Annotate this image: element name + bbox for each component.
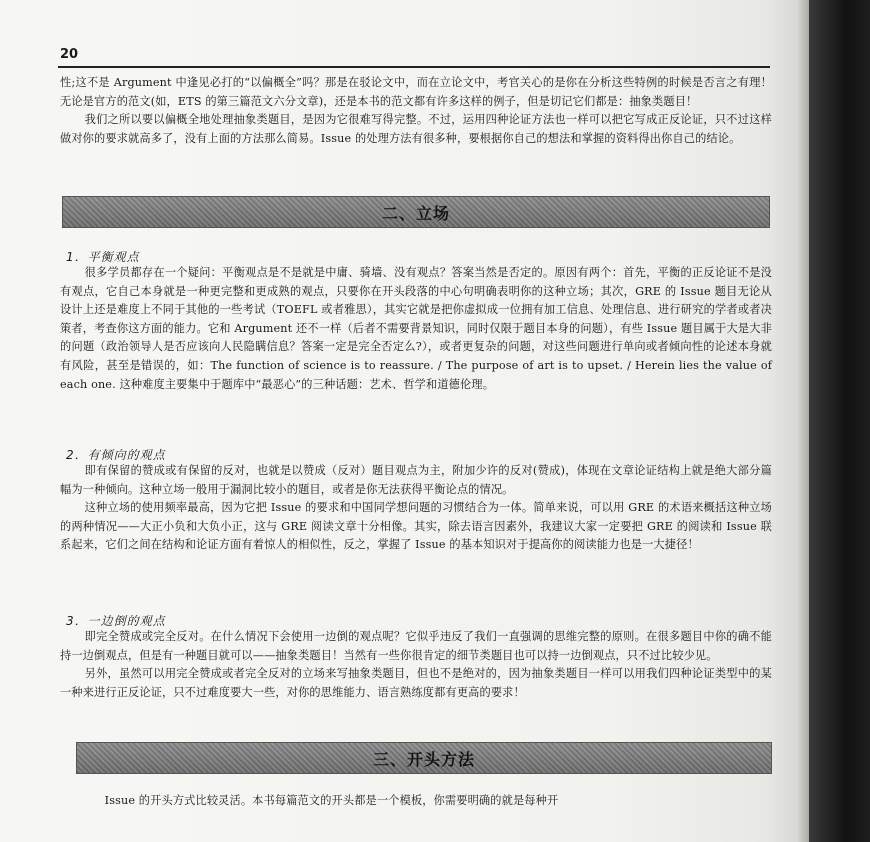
subsection-body <box>60 264 772 394</box>
intro-paragraph: 性;这不是 Argument 中逢见必打的“以偏概全”吗？那是在驳论文中，而在立论文中，考官关心的是你在分析这些特例的时候是否言之有理！无论是官方的范文(如，ETS 的第三篇范文六分文章)，还是本书的范文都有许多这样的例子，但是切记它们都是：抽象类题目！ <box>60 76 772 108</box>
body-paragraph: 另外，虽然可以用完全赞成或者完全反对的立场来写抽象类题目，但也不是绝对的，因为抽象类题目一样可以用我们四种论证类型中的某一种来进行正反论证，只不过难度要大一些，对你的思维能力、语言熟练度都有更高的要求！ <box>60 667 772 699</box>
page-gutter-shadow <box>797 0 809 842</box>
body-paragraph: Issue 的开头方式比较灵活。本书每篇范文的开头都是一个模板，你需要明确的就是每种开 <box>104 794 559 807</box>
section-title: 二、立场 <box>381 203 450 223</box>
subsection-heading: 3．一边倒的观点 <box>66 614 166 628</box>
section-body <box>80 792 772 811</box>
book-spine-edge <box>809 0 870 842</box>
section-title: 三、开头方法 <box>372 749 475 769</box>
body-paragraph: 即有保留的赞成或有保留的反对，也就是以赞成（反对）题目观点为主，附加少许的反对(赞成)，体现在文章论证结构上就是绝大部分篇幅为一种倾向。这种立场一般用于漏洞比较小的题目，或者是你无法获得平衡论点的情况。 <box>60 464 772 496</box>
subsection-heading: 2．有倾向的观点 <box>66 448 166 462</box>
body-paragraph: 即完全赞成或完全反对。在什么情况下会使用一边倒的观点呢？它似乎违反了我们一直强调的思维完整的原则。在很多题目中你的确不能持一边倒观点，但是有一种题目就可以——抽象类题目！当然有一些你很肯定的细节类题目也可以持一边倒观点，只不过比较少见。 <box>60 630 772 662</box>
subsection-heading: 1．平衡观点 <box>66 250 140 264</box>
section-banner <box>76 742 772 774</box>
intro-paragraph: 我们之所以要以偏概全地处理抽象类题目，是因为它很难写得完整。不过，运用四种论证方法也一样可以把它写成正反论证，只不过这样做对你的要求就高多了，没有上面的方法那么简易。Issue 的处理方法有很多种，要根据你自己的想法和掌握的资料得出你自己的结论。 <box>60 113 772 145</box>
intro-text <box>60 74 772 148</box>
page-number: 20 <box>60 47 79 62</box>
body-paragraph: 很多学员都存在一个疑问：平衡观点是不是就是中庸、骑墙、没有观点？答案当然是否定的。原因有两个：首先，平衡的正反论证不是没有观点，它自己本身就是一种更完整和更成熟的观点，只要你在开头段落的中心句明确表明你的这种立场；其次，GRE 的 Issue 题目无论从设计上还是难度上不同于其他的一些考试（TOEFL 或者雅思），其实它就是把你虚拟成一位拥有加工信息、处理信息、进行研究的学者或者决策者，考查你这方面的能力。它和 Argument 还不一样（后者不需要背景知识，同时仅限于题目本身的问题），有些 Issue 题目属于大是大非的问题（政治领导人是否应该向人民隐瞒信息？答案一定是完全否定么?），或者更复杂的问题，对这些问题进行单向或者倾向性的论述本身就有风险，甚至是错误的，如：The function of science is to reassure. / The purpose of art is to upset. / Herein lies the value of each one. 这种难度主要集中于题库中“最恶心”的三种话题：艺术、哲学和道德伦理。 <box>60 266 772 391</box>
subsection-body <box>60 462 772 555</box>
section-banner <box>62 196 770 228</box>
body-paragraph: 这种立场的使用频率最高，因为它把 Issue 的要求和中国同学想问题的习惯结合为一体。简单来说，可以用 GRE 的术语来概括这种立场的两种情况——大正小负和大负小正，这与 GRE 阅读文章十分相像。其实，除去语言因素外，我建议大家一定要把 GRE 的阅读和 Issue 联系起来，它们之间在结构和论证方面有着惊人的相似性，反之，掌握了 Issue 的基本知识对于提高你的阅读能力也是一大捷径！ <box>60 501 772 552</box>
subsection-body <box>60 628 772 702</box>
header-rule <box>58 66 770 68</box>
